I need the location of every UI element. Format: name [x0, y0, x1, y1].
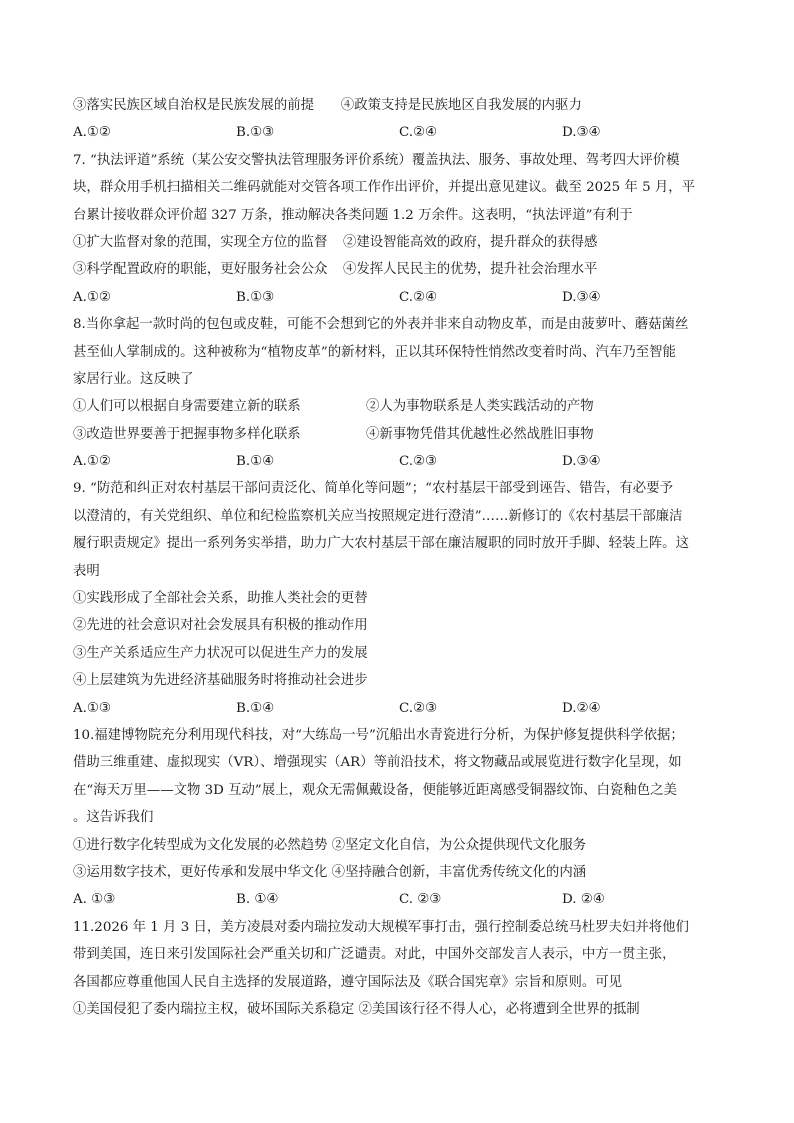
q10-option-d: D. ②④: [562, 892, 605, 908]
q8-option-c: C.②③: [399, 454, 438, 470]
q11-stem-line-3: 各国都应尊重他国人民自主选择的发展道路，遵守国际法及《联合国宪章》宗旨和原则。可见: [73, 974, 623, 990]
q7-stem-line-3: 台累计接收群众评价超 327 万条，推动解决各类问题 1.2 万余件。这表明，“执法评道”有利于: [73, 207, 633, 223]
q6-option-c: C.②④: [399, 125, 438, 141]
q8-stem-line-3: 家居行业。这反映了: [73, 371, 194, 387]
q9-stem-line-1: 9. “防范和纠正对农村基层干部问责泛化、简单化等问题”；“农村基层干部受到诬告、错告，有必要予: [73, 481, 673, 497]
q9-statement-1: ①实践形成了全部社会关系，助推人类社会的更替: [73, 591, 368, 607]
q9-statement-2: ②先进的社会意识对社会发展具有积极的推动作用: [73, 618, 368, 634]
q8-option-d: D.③④: [562, 454, 601, 470]
q8-option-b: B.①④: [236, 454, 275, 470]
q7-option-d: D.③④: [562, 289, 601, 305]
q8-stem-line-1: 8.当你拿起一款时尚的包包或皮鞋，可能不会想到它的外表并非来自动物皮革，而是由菠萝叶、蘑菇菌丝: [73, 317, 689, 333]
q11-stem-line-2: 带到美国，连日来引发国际社会严重关切和广泛谴责。对此，中国外交部发言人表示，中方一贯主张，: [73, 947, 676, 963]
q10-option-c: C. ②③: [399, 892, 442, 908]
q6-option-d: D.③④: [562, 125, 601, 141]
q10-stem-line-4: 。这告诉我们: [73, 810, 154, 826]
q7-statement-1: ①扩大监督对象的范围，实现全方位的监督: [73, 234, 328, 250]
q9-options: [73, 695, 721, 722]
q7-statement-row-2: [73, 256, 721, 283]
q7-option-a: A.①②: [73, 289, 111, 305]
q9-stem-line-3: 履行职责规定》提出一系列务实举措，助力广大农村基层干部在廉洁履职的同时放开手脚、轻装上阵。这: [73, 536, 689, 552]
q10-stem-line-2: 借助三维重建、虚拟现实（VR）、增强现实（AR）等前沿技术，将文物藏品或展览进行数字化呈现，如: [73, 755, 682, 771]
q10-option-a: A. ①③: [73, 892, 116, 908]
q8-statement-row-1: [73, 393, 721, 420]
q10-options: [73, 886, 721, 913]
q7-statement-2: ②建设智能高效的政府，提升群众的获得感: [343, 234, 598, 250]
q8-options: [73, 448, 721, 475]
q8-statement-1: ①人们可以根据自身需要建立新的联系: [73, 399, 301, 415]
q9-stem-line-4: 表明: [73, 563, 100, 579]
q10-stem-line-3: 在“海天万里——文物 3D 互动”展上，观众无需佩戴设备，便能够近距离感受铜器纹饰、白瓷釉色之美: [73, 782, 677, 798]
q10-statement-row-1: ①进行数字化转型成为文化发展的必然趋势 ②坚定文化自信，为公众提供现代文化服务: [73, 837, 587, 853]
q7-statement-4: ④发挥人民民主的优势，提升社会治理水平: [343, 262, 598, 278]
q9-option-a: A.①③: [73, 700, 111, 716]
q8-statement-4: ④新事物凭借其优越性必然战胜旧事物: [366, 426, 594, 442]
q9-statement-3: ③生产关系适应生产力状况可以促进生产力的发展: [73, 645, 368, 661]
q11-stem-line-1: 11.2026 年 1 月 3 日，美方凌晨对委内瑞拉发动大规模军事打击，强行控制委总统马杜罗夫妇并将他们: [73, 919, 689, 935]
q9-option-d: D.②④: [562, 700, 601, 716]
q8-option-a: A.①②: [73, 454, 111, 470]
q10-stem-line-1: 10.福建博物院充分利用现代科技，对“大练岛一号”沉船出水青瓷进行分析，为保护修复提供科学依据；: [73, 727, 684, 743]
q10-option-b: B. ①④: [236, 892, 279, 908]
q10-statement-row-2: ③运用数字技术，更好传承和发展中华文化 ④坚持融合创新，丰富优秀传统文化的内涵: [73, 864, 587, 880]
q8-statement-3: ③改造世界要善于把握事物多样化联系: [73, 426, 301, 442]
q7-statement-3: ③科学配置政府的职能，更好服务社会公众: [73, 262, 328, 278]
q7-statement-row-1: [73, 229, 721, 256]
q8-stem-line-2: 甚至仙人掌制成的。这种被称为“植物皮革”的新材料，正以其环保特性悄然改变着时尚、汽车乃至智能: [73, 344, 676, 360]
q9-statement-4: ④上层建筑为先进经济基础服务时将推动社会进步: [73, 673, 368, 689]
q7-stem-line-1: 7. “执法评道”系统（某公安交警执法管理服务评价系统）覆盖执法、服务、事故处理、驾考四大评价模: [73, 152, 680, 168]
q9-option-b: B.①④: [236, 700, 275, 716]
q6-option-b: B.①③: [236, 125, 275, 141]
q6-options: [73, 119, 721, 146]
q9-option-c: C.②③: [399, 700, 438, 716]
q6-option-a: A.①②: [73, 125, 111, 141]
q8-statement-2: ②人为事物联系是人类实践活动的产物: [366, 399, 594, 415]
q9-stem-line-2: 以澄清的，有关党组织、单位和纪检监察机关应当按照规定进行澄清”……新修订的《农村基层干部廉洁: [73, 508, 683, 524]
q7-option-b: B.①③: [236, 289, 275, 305]
exam-page: [73, 92, 721, 1023]
q7-option-c: C.②④: [399, 289, 438, 305]
q6-statement-line: ③落实民族区域自治权是民族发展的前提 ④政策支持是民族地区自我发展的内驱力: [73, 98, 582, 113]
q7-options: [73, 284, 721, 311]
q8-statement-row-2: [73, 421, 721, 448]
q11-statement-row-1: ①美国侵犯了委内瑞拉主权，破坏国际关系稳定 ②美国该行径不得人心，必将遭到全世界的抵制: [73, 1001, 640, 1017]
q7-stem-line-2: 块，群众用手机扫描相关二维码就能对交管各项工作作出评价，并提出意见建议。截至 2025 年 5 月，平: [73, 180, 696, 196]
